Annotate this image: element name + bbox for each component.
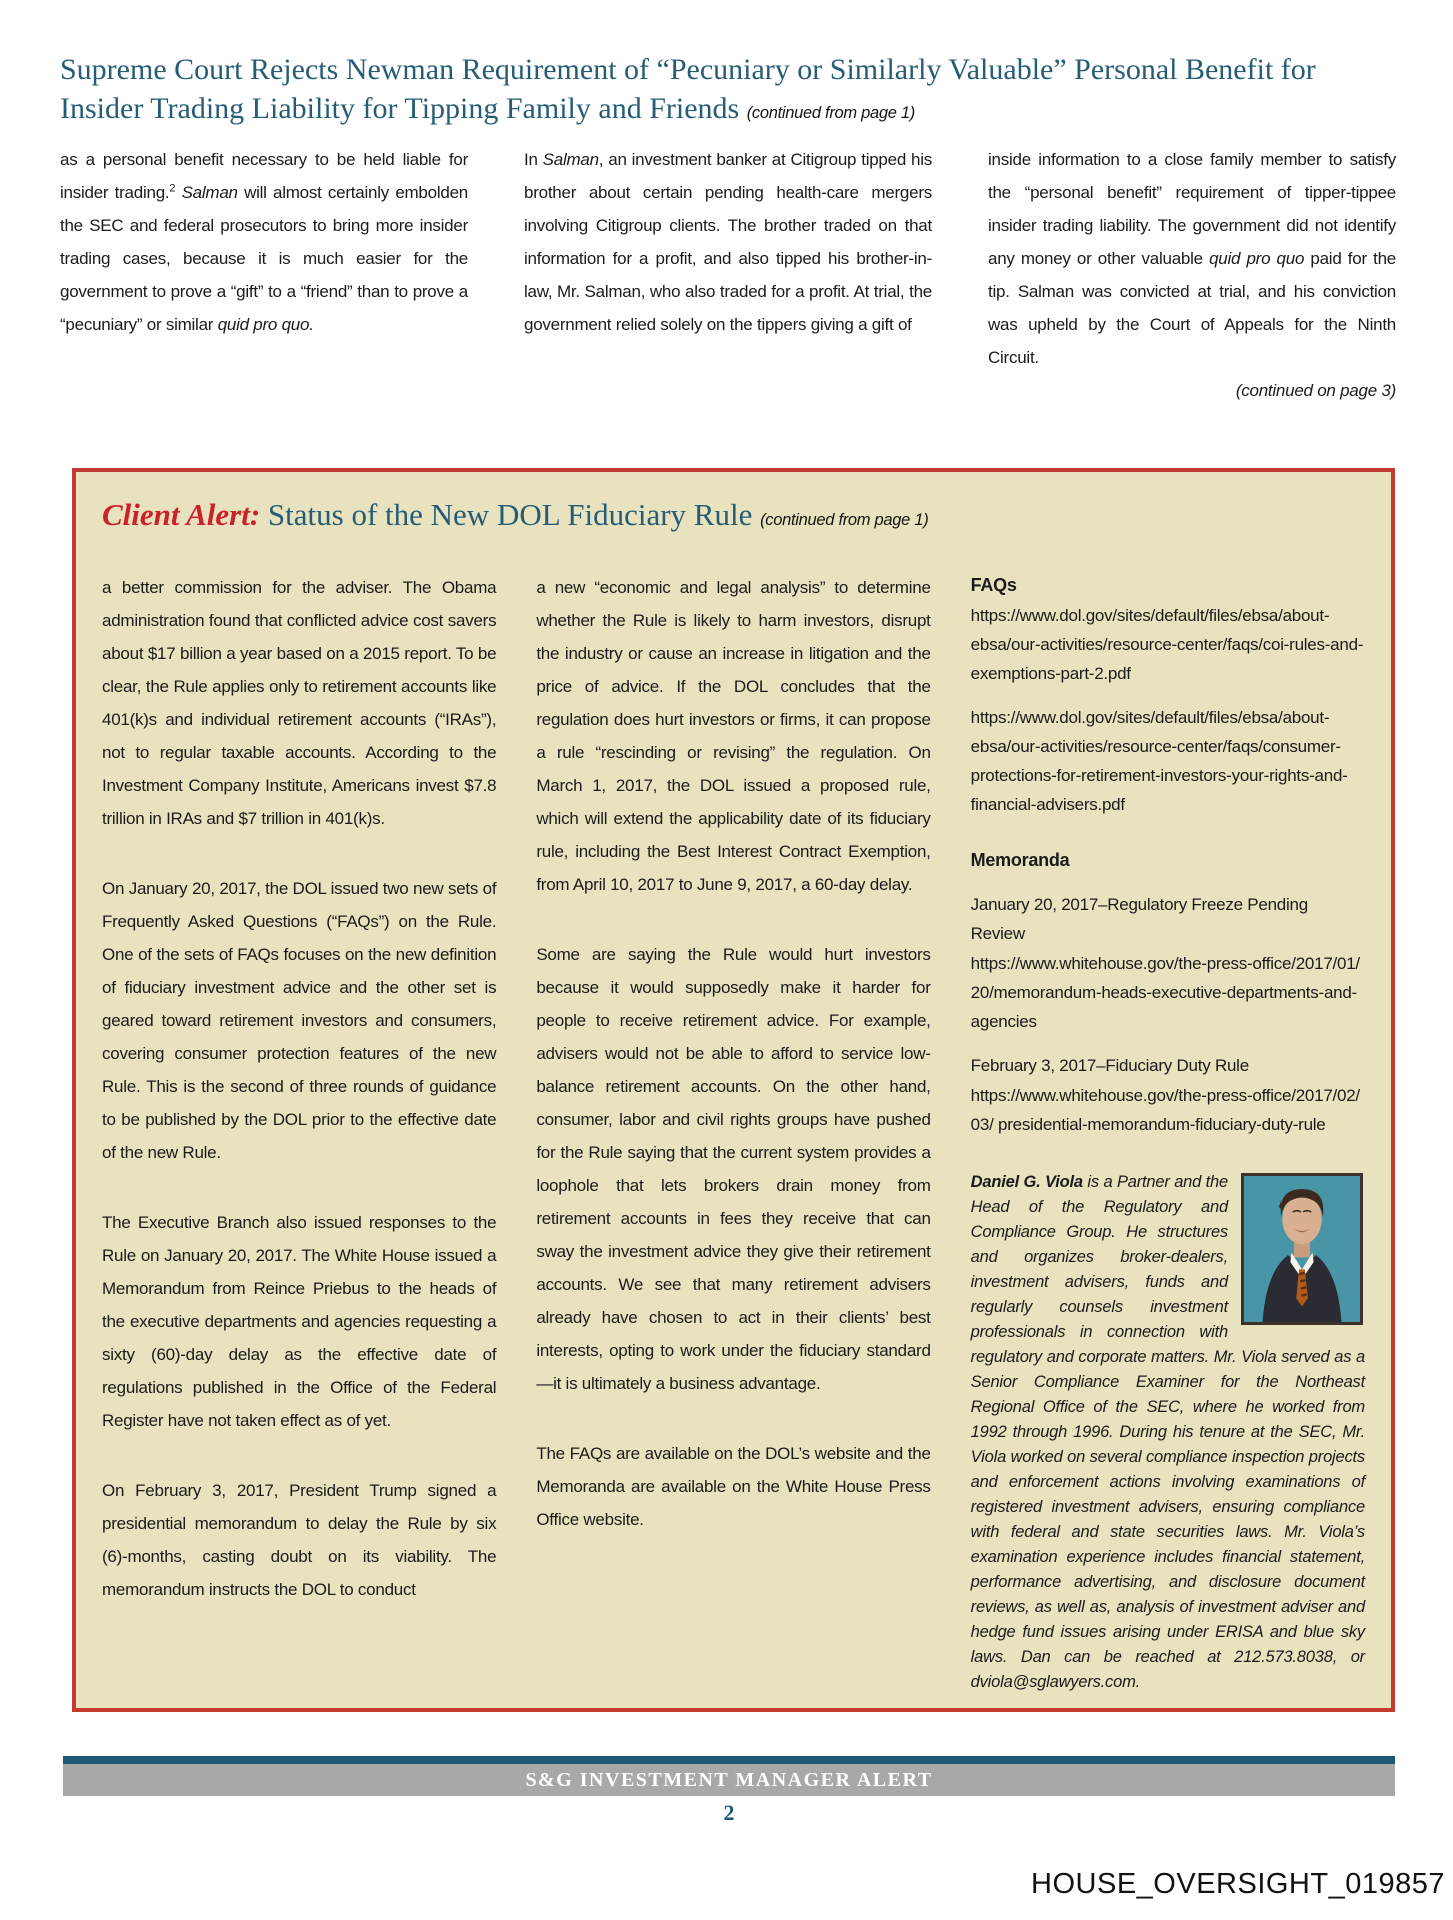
daniel-viola-photo	[1241, 1173, 1363, 1325]
bates-number: HOUSE_OVERSIGHT_019857	[1031, 1868, 1445, 1900]
alert-col1-paragraph-3: The Executive Branch also issued responses to the Rule on January 20, 2017. The White House issued a Memorandum from Reince Priebus to the heads of the executive departments and agencies requesting a sixty (60)-day delay as the effective date of regulations published in the Office of the Federal Register have not taken effect as of yet.	[102, 1213, 497, 1430]
faqs-heading: FAQs	[970, 575, 1017, 595]
memorandum-item-2	[971, 1051, 1365, 1139]
alert-column-1	[102, 571, 496, 1695]
faq-url-2: https:/​/​www.dol.gov/​sites/​default/​files/​ebsa/​about-​ebsa/​our-​activities/​resource-​center/​faqs/​consumer-​protections-​for-​retirement-​investors-​your-​rights-​and-​financial-​advisers.pdf	[970, 708, 1348, 814]
bio-text: Daniel G. Viola is a Partner and the Head of the Regulatory and Compliance Group. He structures and organizes broker-dealers, investment advisers, funds and regularly counsels investment professionals in connection with regulatory and corporate matters. Mr. Viola served as a Senior Compliance Examiner for the Northeast Regional Office of the SEC, where he worked from 1992 through 1996. During his tenure at the SEC, Mr. Viola worked on several compliance inspection projects and enforcement actions involving examinations of registered investment advisers, ensuring compliance with federal and state securities laws. Mr. Viola’s examination experience includes financial statement, performance advertising, and disclosure document reviews, as well as, analysis of investment adviser and hedge fund issues arising under ERISA and blue sky laws. Dan can be reached at 212.573.8038, or dviola@sglawyers.com.	[970, 1173, 1365, 1691]
client-alert-columns	[96, 571, 1371, 1695]
alert-column-2	[536, 571, 930, 1695]
client-alert-box	[72, 468, 1395, 1712]
page-number: 2	[723, 1800, 735, 1825]
client-alert-heading	[96, 498, 1371, 537]
memoranda-heading: Memoranda	[970, 850, 1070, 870]
author-bio	[971, 1170, 1365, 1695]
alert-column-3	[971, 571, 1365, 1695]
memorandum-1-url: https:/​/​www.whitehouse.gov/​the-​press-​office/​2017/​01/​20/​memorandum-​heads-​executive-​departments-​and-​agencies	[970, 954, 1360, 1031]
memorandum-2-url: https:/​/​www.whitehouse.gov/​the-​press-​office/​2017/​02/​03/​ presidential-​memorandum-​fiduciary-​duty-​rule	[970, 1086, 1360, 1134]
alert-col1-paragraph-4: On February 3, 2017, President Trump signed a presidential memorandum to delay the Rule by six (6)-months, casting doubt on its viability. The memorandum instructs the DOL to conduct	[102, 1481, 497, 1599]
alert-col2-paragraph-2: Some are saying the Rule would hurt investors because it would supposedly make it harder for people to receive retirement advice. For example, advisers would not be able to afford to service low-balance retirement accounts. On the other hand, consumer, labor and civil rights groups have pushed for the Rule saying that the current system provides a loophole that lets brokers drain money from retirement accounts in fees they receive that can sway the investment advice they give their retirement accounts. We see that many retirement advisers already have chosen to act in their clients’ best interests, opting to work under the fiduciary standard—it is ultimately a business advantage.	[536, 945, 931, 1393]
alert-col2-paragraph-3: The FAQs are available on the DOL’s website and the Memoranda are available on the White House Press Office website.	[536, 1444, 931, 1529]
article-column-3-text: inside information to a close family member to satisfy the “personal benefit” requirement of tipper-tippee insider trading liability. The government did not identify any money or other valuable quid pro quo paid for the tip. Salman was convicted at trial, and his conviction was upheld by the Court of Appeals for the Ninth Circuit.	[988, 150, 1396, 367]
article-body	[60, 143, 1396, 407]
alert-col2-paragraph-1: a new “economic and legal analysis” to determine whether the Rule is likely to harm investors, disrupt the industry or cause an increase in litigation and the price of advice. If the DOL concludes that the regulation does hurt investors or firms, it can propose a rule “rescinding or revising” the regulation. On March 1, 2017, the DOL issued a proposed rule, which will extend the applicability date of its fiduciary rule, including the Best Interest Contract Exemption, from April 10, 2017 to June 9, 2017, a 60-day delay.	[536, 578, 931, 894]
article-column-2: In Salman, an investment banker at Citigroup tipped his brother about certain pending health-care mergers involving Citigroup clients. The brother traded on that information for a profit, and also tipped his brother-in-law, Mr. Salman, who also traded for a profit. At trial, the government relied solely on the tippers giving a gift of	[524, 150, 933, 334]
article-column-3	[988, 143, 1396, 407]
client-alert-title: Status of the New DOL Fiduciary Rule	[267, 497, 753, 532]
article-title: Supreme Court Rejects Newman Requirement of “Pecuniary or Similarly Valuable” Personal Benefit for Insider Trading Liability for Tipping Family and Friends	[60, 53, 1316, 125]
footer-banner: S&G INVESTMENT MANAGER ALERT	[63, 1764, 1395, 1796]
faq-url-1: https:/​/​www.dol.gov/​sites/​default/​files/​ebsa/​about-​ebsa/​our-​activities/​resource-​center/​faqs/​coi-​rules-​and-​exemptions-​part-​2.pdf	[970, 606, 1364, 683]
article-column-1: as a personal benefit necessary to be held liable for insider trading.$^2$ Salman will almost certainly embolden the SEC and federal prosecutors to bring more insider trading cases, because it is much easier for the government to prove a “gift” to a “friend” than to prove a “pecuniary” or similar quid pro quo.	[60, 150, 468, 334]
memorandum-2-title: February 3, 2017–Fiduciary Duty Rule	[970, 1056, 1249, 1075]
memorandum-item-1	[971, 890, 1365, 1036]
alert-col1-paragraph-2: On January 20, 2017, the DOL issued two new sets of Frequently Asked Questions (“FAQs”) on the Rule. One of the sets of FAQs focuses on the new definition of fiduciary investment advice and the other set is geared toward retirement investors and consumers, covering consumer protection features of the new Rule. This is the second of three rounds of guidance to be published by the DOL prior to the effective date of the new Rule.	[102, 879, 497, 1162]
headshot-illustration	[1244, 1176, 1360, 1322]
alert-col1-paragraph-1: a better commission for the adviser. The Obama administration found that conflicted advice cost savers about $17 billion a year based on a 2015 report. To be clear, the Rule applies only to retirement accounts like 401(k)s and individual retirement accounts (“IRAs”), not to regular taxable accounts. According to the Investment Company Institute, Americans invest $7.8 trillion in IRAs and $7 trillion in 401(k)s.	[102, 578, 497, 828]
article-headline	[60, 50, 1405, 133]
article-continued-from: (continued from page 1)	[746, 104, 915, 122]
client-alert-label: Client Alert:	[102, 497, 261, 532]
footer-teal-rule	[63, 1756, 1395, 1764]
article-continued-on: (continued on page 3)	[1235, 381, 1396, 400]
memorandum-1-title: January 20, 2017–Regulatory Freeze Pending Review	[970, 895, 1308, 943]
client-alert-continued-from: (continued from page 1)	[760, 511, 929, 529]
